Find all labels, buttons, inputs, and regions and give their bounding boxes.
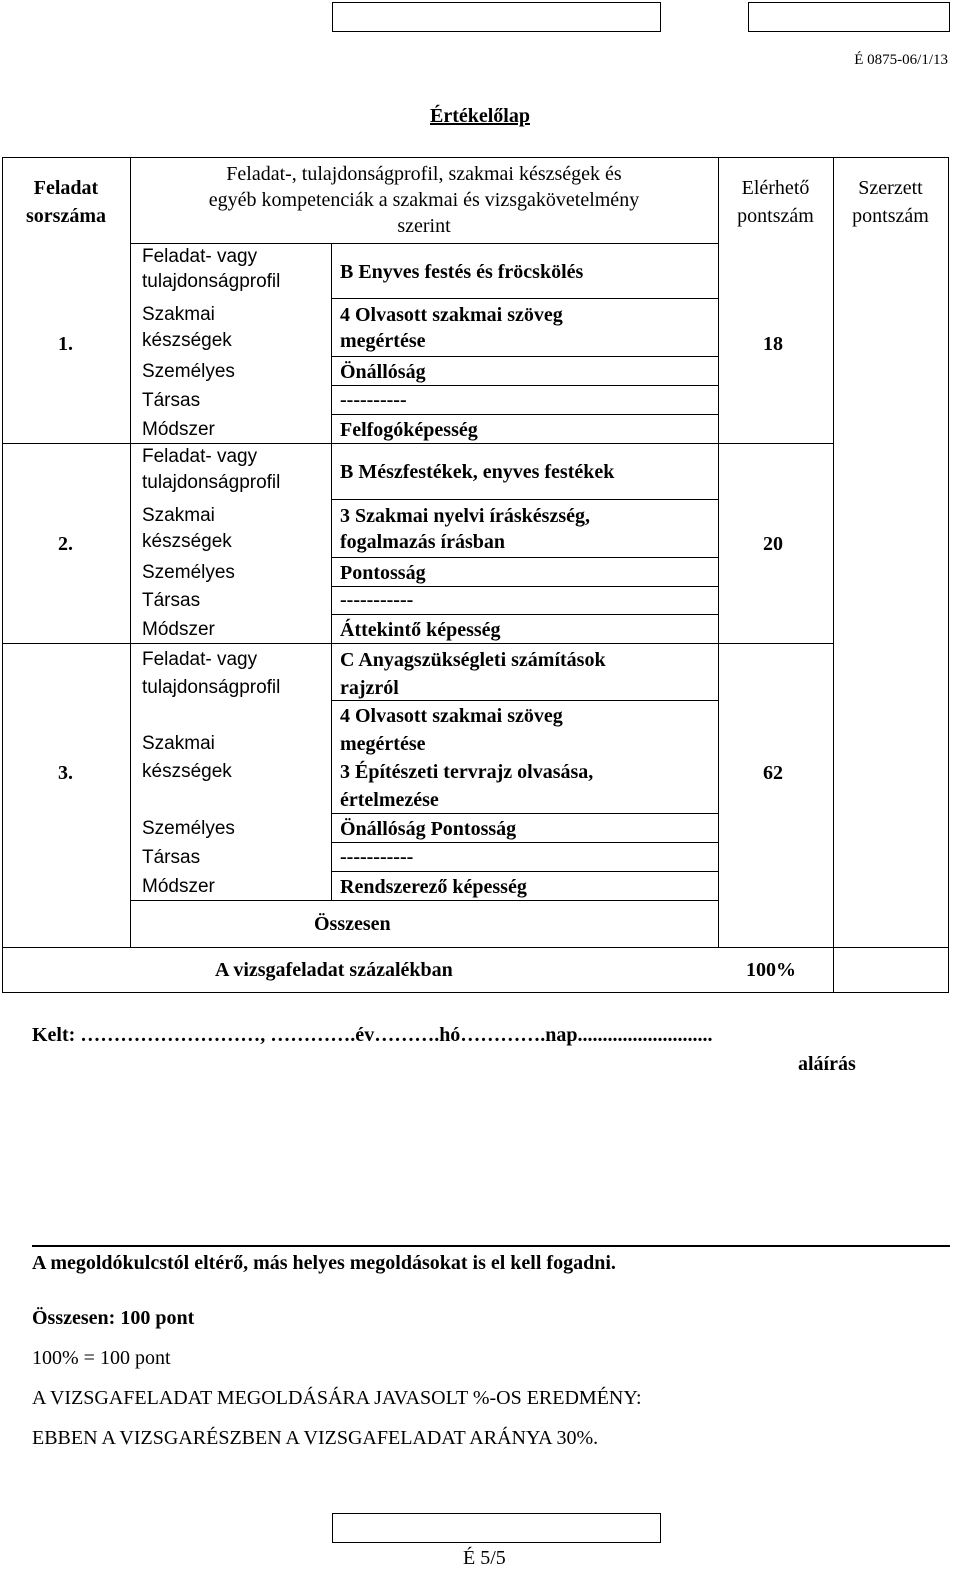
task-3-number: 3.	[58, 762, 73, 784]
task-2-number: 2.	[58, 533, 73, 555]
task-2-social-value: -----------	[340, 589, 414, 611]
task-1-profile-value: B Enyves festés és fröcskölés	[340, 261, 584, 283]
header-profile: Feladat-, tulajdonságprofil, szakmai készségek és egyéb kompetenciák a szakmai és vizsgakövetelmény szerint	[208, 163, 640, 237]
task-2-skills-value: 3 Szakmai nyelvi íráskészség, fogalmazás írásban	[340, 505, 590, 553]
task-2-personal-value: Pontosság	[340, 562, 426, 584]
task-1-method-label: Módszer	[142, 419, 215, 440]
task-2-points: 20	[763, 533, 783, 555]
task-2-profile-label: Feladat- vagy tulajdonságprofil	[142, 446, 281, 493]
task-1-method-value: Felfogóképesség	[340, 419, 478, 441]
task-2-method-label: Módszer	[142, 619, 215, 640]
task-3-skills-label: Szakmai készségek	[142, 733, 232, 782]
page-number: É 5/5	[463, 1547, 506, 1569]
bottom-box	[332, 1513, 661, 1543]
task-3-skills-value: 4 Olvasott szakmai szöveg megértése 3 Építészeti tervrajz olvasása, értelmezése	[340, 705, 594, 811]
task-3-method-value: Rendszerező képesség	[340, 876, 527, 898]
page-title: Értékelőlap	[430, 105, 530, 127]
task-1-social-label: Társas	[142, 390, 201, 411]
header-achieved-points: Szerzett pontszám	[852, 177, 929, 227]
task-2-method-value: Áttekintő képesség	[340, 619, 501, 641]
task-2-profile-value: B Mészfestékek, enyves festékek	[340, 461, 615, 483]
task-1-skills-label: Szakmai készségek	[142, 304, 232, 351]
total-label: Összesen	[314, 913, 391, 935]
task-1-points: 18	[763, 333, 783, 355]
task-3-points: 62	[763, 762, 783, 784]
task-1-personal-value: Önállóság	[340, 361, 426, 383]
task-1-number: 1.	[58, 333, 73, 355]
note-accept: A megoldókulcstól eltérő, más helyes megoldásokat is el kell fogadni.	[32, 1252, 616, 1274]
task-2-social-label: Társas	[142, 590, 201, 611]
task-3-profile-value: C Anyagszükségleti számítások rajzról	[340, 649, 606, 699]
percent-value: 100%	[746, 959, 796, 981]
task-3-profile-label: Feladat- vagy tulajdonságprofil	[142, 649, 281, 698]
task-2-personal-label: Személyes	[142, 562, 235, 583]
task-3-method-label: Módszer	[142, 876, 215, 897]
task-1-profile-label: Feladat- vagy tulajdonságprofil	[142, 246, 281, 292]
note-total: Összesen: 100 pont	[32, 1307, 195, 1329]
percent-label: A vizsgafeladat százalékban	[215, 959, 453, 981]
header-task-number: Feladat sorszáma	[26, 177, 106, 227]
task-3-social-label: Társas	[142, 847, 201, 868]
task-1-skills-value: 4 Olvasott szakmai szöveg megértése	[340, 304, 563, 352]
top-box-right	[748, 2, 950, 32]
notes-divider	[32, 1245, 950, 1247]
signature-label: aláírás	[798, 1053, 856, 1075]
task-3-social-value: -----------	[340, 846, 414, 868]
task-3-personal-label: Személyes	[142, 818, 235, 839]
note-equals: 100% = 100 pont	[32, 1347, 171, 1369]
task-1-personal-label: Személyes	[142, 361, 235, 382]
task-2-skills-label: Szakmai készségek	[142, 505, 232, 552]
header-available-points: Elérhető pontszám	[737, 177, 814, 227]
document-code: É 0875-06/1/13	[854, 52, 948, 68]
note-recommended: A VIZSGAFELADAT MEGOLDÁSÁRA JAVASOLT %-OS EREDMÉNY:	[32, 1387, 642, 1409]
task-1-social-value: ----------	[340, 389, 407, 411]
date-line: Kelt: ………………………, ………….év……….hó………….nap...........................	[32, 1024, 713, 1046]
top-box-left	[332, 2, 661, 32]
note-ratio: EBBEN A VIZSGARÉSZBEN A VIZSGAFELADAT ARÁNYA 30%.	[32, 1427, 599, 1449]
task-3-personal-value: Önállóság Pontosság	[340, 818, 517, 840]
